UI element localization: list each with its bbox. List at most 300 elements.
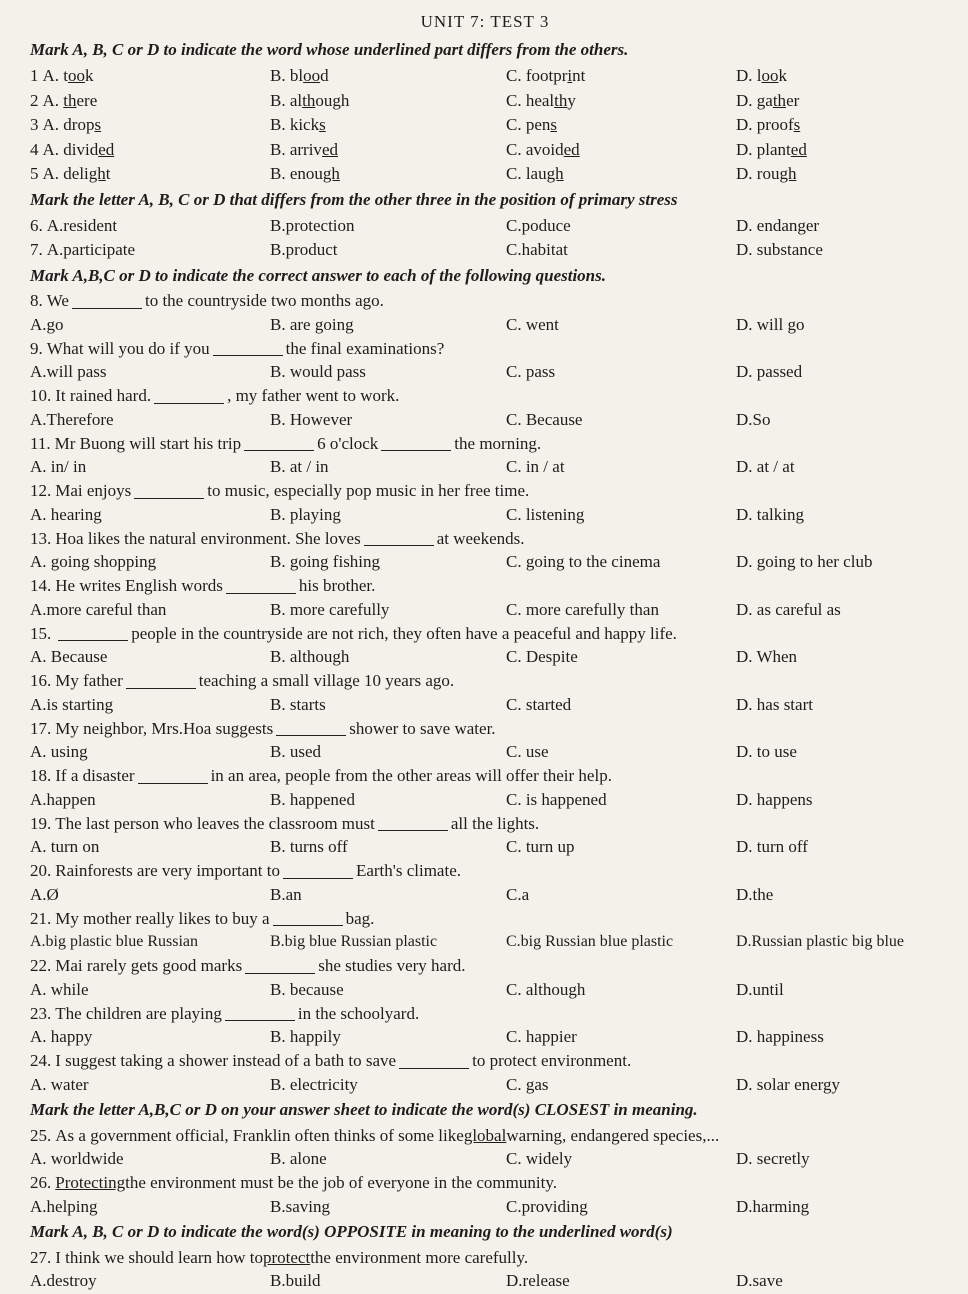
option-d [736, 240, 940, 260]
answer-blank [138, 769, 208, 784]
answer-blank [213, 341, 283, 356]
underlined-part: ed [98, 139, 115, 159]
option-c [506, 164, 736, 184]
option-b: B. playing [270, 504, 341, 524]
question-number: 5 [30, 164, 39, 184]
option-a: A. hearing [30, 504, 102, 524]
question-number: 8. [30, 291, 43, 310]
option-c: C.big Russian blue plastic [506, 933, 674, 951]
question-stem [30, 765, 940, 788]
option-a: A.Therefore [30, 409, 114, 429]
option-d: D.Russian plastic big blue [736, 933, 904, 951]
option-text: A. drop [42, 115, 95, 135]
option-b: B.build [270, 1271, 321, 1291]
underlined-part: ed [790, 139, 807, 159]
option-row [30, 408, 940, 433]
stem-text-end: she studies very hard. [318, 956, 466, 975]
option-text: D. endanger [736, 215, 820, 235]
option-c: C. pass [506, 362, 556, 382]
option-b: B. although [270, 647, 350, 667]
option-b: B. happily [270, 1027, 341, 1047]
question-stem [30, 717, 940, 740]
option-b: B. starts [270, 694, 326, 714]
option-d: D. going to her club [736, 552, 873, 572]
closest-meaning-questions [30, 1124, 940, 1219]
stem-text-end: his brother. [298, 576, 376, 595]
question-number: 27. [30, 1247, 52, 1267]
option-row [30, 693, 940, 718]
option-b: B.an [270, 884, 302, 904]
option-c: C. turn up [506, 837, 575, 857]
option-b [270, 91, 506, 111]
option-text: B.protection [270, 215, 355, 235]
option-row [30, 788, 940, 813]
option-text: B. kick [270, 115, 320, 135]
option-b: B. alone [270, 1149, 327, 1169]
option-text: C. footpr [506, 66, 568, 86]
question-row [30, 89, 940, 114]
option-d: D. When [736, 647, 798, 667]
question-number: 19. [30, 813, 52, 833]
stem-text-end: the environment must be the job of everyone in the community. [125, 1173, 557, 1192]
option-text: D. proof [736, 115, 794, 135]
option-a [30, 216, 270, 236]
underlined-part: th [302, 90, 316, 110]
question-stem [30, 907, 940, 930]
option-d [736, 140, 940, 160]
option-row [30, 550, 940, 575]
option-text-rest: t [105, 164, 111, 184]
stem-text-end: , my father went to work. [227, 386, 400, 405]
stress-questions [30, 214, 940, 263]
question-stem [30, 385, 940, 408]
question-stem [30, 527, 940, 550]
question-stem [30, 337, 940, 360]
question-stem [30, 1002, 940, 1025]
stem-text-end: shower to save water. [349, 718, 496, 738]
answer-blank [273, 911, 343, 926]
question-row [30, 162, 940, 187]
option-c: C. happier [506, 1027, 577, 1047]
underlined-part: ed [563, 139, 580, 159]
question-row [30, 64, 940, 89]
stem-text: My neighbor, Mrs.Hoa suggests [55, 718, 274, 738]
stem-text-mid: 6 o'clock [317, 433, 379, 453]
option-b: B. more carefully [270, 599, 390, 619]
question-number: 15. [30, 623, 52, 643]
stem-text: I think we should learn how to [55, 1247, 263, 1267]
option-d: D. will go [736, 314, 805, 334]
answer-blank [276, 721, 346, 736]
option-d: D.harming [736, 1196, 810, 1216]
option-a: A.big plastic blue Russian [30, 933, 198, 951]
option-row [30, 1073, 940, 1098]
option-text-rest: ere [76, 90, 98, 110]
option-row [30, 455, 940, 480]
option-text: B. arriv [270, 139, 322, 159]
option-text: B. enou [270, 164, 323, 184]
option-c: C. Despite [506, 647, 578, 667]
answer-blank [245, 959, 315, 974]
section-stress-instruction: Mark the letter A, B, C or D that differs from the other three in the position of primary stress [30, 189, 678, 209]
question-number: 7. [30, 240, 43, 260]
option-text: C. avoid [506, 139, 564, 159]
answer-blank [226, 579, 296, 594]
stem-text: As a government official, Franklin often thinks of some like [55, 1125, 464, 1145]
stem-text: If a disaster [55, 766, 135, 785]
option-c [506, 115, 736, 135]
pronunciation-questions [30, 64, 940, 187]
question-number: 10. [30, 386, 52, 405]
option-text-rest: k [85, 66, 94, 86]
underlined-part: s [94, 115, 102, 135]
question-stem [30, 812, 940, 835]
stem-text: Mai enjoys [55, 481, 132, 500]
stem-text-end: Earth's climate. [355, 861, 461, 880]
question-row [30, 214, 940, 239]
option-c [506, 240, 736, 260]
stem-text: I suggest taking a shower instead of a bath to save [55, 1051, 397, 1070]
option-a [30, 115, 270, 135]
option-row [30, 978, 940, 1003]
option-c: C. listening [506, 504, 585, 524]
underlined-word: global [463, 1125, 507, 1145]
option-b: B. turns off [270, 837, 348, 857]
question-stem [30, 480, 940, 503]
stem-text: Rainforests are very important to [55, 861, 280, 880]
stem-text-end: warning, endangered species,... [506, 1125, 720, 1145]
option-a: A.helping [30, 1196, 98, 1216]
question-number: 22. [30, 956, 52, 975]
stem-text-end: teaching a small village 10 years ago. [198, 671, 455, 690]
question-stem [30, 1050, 940, 1073]
question-number: 4 [30, 139, 39, 159]
underlined-part: gh [322, 164, 340, 184]
option-a [30, 240, 270, 260]
option-text: A. divid [42, 139, 99, 159]
question-number: 13. [30, 528, 52, 548]
option-a [30, 91, 270, 111]
underlined-part: th [554, 90, 568, 110]
option-c: C. Because [506, 409, 583, 429]
option-b: B. are going [270, 314, 354, 334]
answer-blank [58, 626, 128, 641]
option-text: B. al [270, 90, 303, 110]
answer-blank [72, 294, 142, 309]
option-b [270, 240, 506, 260]
question-number: 9. [30, 338, 43, 358]
stem-text-end: all the lights. [450, 813, 540, 833]
stem-text: He writes English words [55, 576, 223, 595]
stem-text-end: to music, especially pop music in her free time. [207, 481, 530, 500]
underlined-part: oo [761, 66, 779, 86]
underlined-part: i [567, 66, 573, 86]
question-number: 3 [30, 115, 39, 135]
option-d: D.until [736, 979, 784, 999]
option-d [736, 115, 940, 135]
test-title: UNIT 7: TEST 3 [420, 12, 550, 31]
option-a: A. going shopping [30, 552, 157, 572]
question-number: 11. [30, 433, 51, 453]
question-row [30, 113, 940, 138]
option-text: D. substance [736, 240, 823, 260]
option-d [736, 91, 940, 111]
option-a: A.will pass [30, 362, 107, 382]
stem-text-end: at weekends. [436, 528, 525, 548]
option-d: D. at / at [736, 457, 795, 477]
stem-text: What will you do if you [46, 338, 210, 358]
option-a [30, 140, 270, 160]
option-d: D. turn off [736, 837, 808, 857]
underlined-part: ed [321, 139, 338, 159]
stem-text-end: the environment more carefully. [310, 1247, 529, 1267]
stem-text: Hoa likes the natural environment. She loves [55, 528, 361, 548]
option-text: A. [42, 90, 64, 110]
option-d: D. as careful as [736, 599, 841, 619]
option-c [506, 91, 736, 111]
question-stem [30, 575, 940, 598]
option-d [736, 66, 940, 86]
option-c: C. gas [506, 1074, 549, 1094]
question-stem [30, 1246, 940, 1269]
option-text-rest: k [778, 66, 787, 86]
answer-blank [126, 674, 196, 689]
underlined-part: th [63, 90, 77, 110]
stem-text: My mother really likes to buy a [55, 908, 270, 928]
option-c: C. use [506, 742, 549, 762]
underlined-part: s [319, 115, 326, 135]
option-c: C. in / at [506, 457, 565, 477]
option-a: A. worldwide [30, 1149, 124, 1169]
option-row [30, 930, 940, 955]
option-d: D. to use [736, 742, 797, 762]
option-c: C. widely [506, 1149, 573, 1169]
question-stem [30, 1172, 940, 1195]
option-d: D. happens [736, 789, 813, 809]
option-row [30, 598, 940, 623]
stem-text-end: the final examinations? [285, 338, 445, 358]
underlined-word: protect [263, 1247, 311, 1267]
option-c [506, 216, 736, 236]
option-row [30, 503, 940, 528]
option-text: A.participate [46, 240, 136, 260]
stem-text: It rained hard. [55, 386, 152, 405]
option-a: A. water [30, 1074, 89, 1094]
option-row [30, 835, 940, 860]
question-number: 14. [30, 576, 52, 595]
answer-blank [283, 864, 353, 879]
question-stem [30, 955, 940, 978]
underlined-part: gh [779, 164, 797, 184]
option-d: D. secretly [736, 1149, 810, 1169]
option-c: C.providing [506, 1196, 588, 1216]
option-b: B. at / in [270, 457, 329, 477]
option-c: C. although [506, 979, 586, 999]
answer-blank [399, 1054, 469, 1069]
option-text-rest: er [786, 90, 800, 110]
question-stem [30, 670, 940, 693]
option-a [30, 164, 270, 184]
option-text: A. deli [42, 164, 89, 184]
option-d [736, 216, 940, 236]
option-row [30, 883, 940, 908]
answer-blank [381, 436, 451, 451]
answer-blank [154, 389, 224, 404]
option-text-rest: nt [572, 66, 586, 86]
option-text: A.resident [46, 215, 118, 235]
option-c: D.release [506, 1271, 570, 1291]
option-row [30, 1025, 940, 1050]
section-grammar-instruction: Mark A,B,C or D to indicate the correct answer to each of the following questions. [30, 265, 606, 285]
underlined-part: gh [546, 164, 564, 184]
option-b [270, 115, 506, 135]
question-number: 6. [30, 215, 43, 235]
option-b [270, 216, 506, 236]
option-b: B. used [270, 742, 321, 762]
stem-text: Mr Buong will start his trip [54, 433, 242, 453]
option-a: A. in/ in [30, 457, 87, 477]
option-a: A. while [30, 979, 89, 999]
question-number: 20. [30, 861, 52, 880]
question-number: 17. [30, 718, 52, 738]
section-closest-instruction: Mark the letter A,B,C or D on your answer sheet to indicate the word(s) CLOSEST in meaning. [30, 1100, 698, 1119]
option-a: A.more careful than [30, 599, 167, 619]
option-a: A.go [30, 314, 64, 334]
question-number: 21. [30, 908, 52, 928]
question-number: 12. [30, 481, 52, 500]
question-number: 18. [30, 766, 52, 785]
option-d: D. passed [736, 362, 803, 382]
grammar-questions [30, 290, 940, 1098]
option-a: A.Ø [30, 884, 59, 904]
underlined-part: oo [68, 66, 85, 86]
question-number: 25. [30, 1125, 52, 1145]
option-row [30, 1147, 940, 1172]
stem-text: The last person who leaves the classroom must [55, 813, 375, 833]
option-b: B. would pass [270, 362, 366, 382]
option-b: B. happened [270, 789, 355, 809]
option-b: B. going fishing [270, 552, 381, 572]
opposite-meaning-questions [30, 1246, 940, 1294]
option-b [270, 140, 506, 160]
answer-blank [378, 816, 448, 831]
underlined-part: s [550, 115, 558, 135]
option-a: A.destroy [30, 1271, 97, 1291]
option-b [270, 66, 506, 86]
question-number: 24. [30, 1051, 52, 1070]
option-c [506, 140, 736, 160]
stem-text-end: in an area, people from the other areas will offer their help. [210, 766, 612, 785]
section-opposite-instruction: Mark A, B, C or D to indicate the word(s) OPPOSITE in meaning to the underlined word(s) [30, 1222, 673, 1241]
option-d: D.save [736, 1271, 783, 1291]
question-row [30, 138, 940, 163]
option-b: B. because [270, 979, 344, 999]
stem-text-end: to protect environment. [472, 1051, 632, 1070]
option-c: C.a [506, 884, 530, 904]
stem-text-end: the morning. [454, 433, 542, 453]
underlined-word: Protecting [55, 1173, 126, 1192]
option-b [270, 164, 506, 184]
option-c: C. is happened [506, 789, 607, 809]
option-text: C. lau [506, 164, 547, 184]
underlined-part: gh [88, 164, 106, 184]
question-stem [30, 1124, 940, 1147]
option-text: D. plant [736, 139, 791, 159]
answer-blank [244, 436, 314, 451]
option-a: A. turn on [30, 837, 100, 857]
question-number: 1 [30, 66, 39, 86]
option-row [30, 1195, 940, 1220]
option-c: C. going to the cinema [506, 552, 661, 572]
option-d: D.So [736, 409, 771, 429]
stem-text: The children are playing [55, 1003, 222, 1023]
stem-text: We [46, 291, 69, 310]
option-row [30, 645, 940, 670]
option-d: D. has start [736, 694, 813, 714]
question-row [30, 238, 940, 263]
question-number: 26. [30, 1173, 52, 1192]
question-stem [30, 860, 940, 883]
stem-text-end: in the schoolyard. [297, 1003, 420, 1023]
option-a: A.is starting [30, 694, 114, 714]
question-number: 16. [30, 671, 52, 690]
option-b: B.big blue Russian plastic [270, 933, 438, 951]
option-c: C. started [506, 694, 572, 714]
underlined-part: s [793, 115, 801, 135]
option-a: A. using [30, 742, 88, 762]
option-row [30, 313, 940, 338]
option-text: D. l [736, 66, 762, 86]
option-text: C.poduce [506, 215, 571, 235]
option-d: D. solar energy [736, 1074, 841, 1094]
option-text: C.habitat [506, 240, 568, 260]
option-b: B. However [270, 409, 353, 429]
option-text: C. pen [506, 115, 551, 135]
option-d: D.the [736, 884, 774, 904]
answer-blank [225, 1006, 295, 1021]
underlined-part: oo [303, 66, 321, 86]
underlined-part: th [772, 90, 787, 110]
option-d [736, 164, 940, 184]
option-c: C. more carefully than [506, 599, 659, 619]
option-text-rest: y [567, 90, 576, 110]
option-row [30, 740, 940, 765]
question-number: 23. [30, 1003, 52, 1023]
option-text: D. rou [736, 164, 780, 184]
stem-text-end: to the countryside two months ago. [144, 291, 384, 310]
answer-blank [134, 484, 204, 499]
option-b: B. electricity [270, 1074, 358, 1094]
stem-text: Mai rarely gets good marks [55, 956, 243, 975]
section-pronunciation-instruction: Mark A, B, C or D to indicate the word whose underlined part differs from the others. [30, 40, 629, 59]
option-text: C. heal [506, 90, 555, 110]
option-text: B. bl [270, 66, 304, 86]
option-a [30, 66, 270, 86]
option-text: B.product [270, 240, 338, 260]
option-a: A. Because [30, 647, 108, 667]
question-stem [30, 290, 940, 313]
option-a: A. happy [30, 1027, 93, 1047]
option-row [30, 360, 940, 385]
question-stem [30, 622, 940, 645]
stem-text: My father [55, 671, 123, 690]
option-text-rest: ough [315, 90, 350, 110]
option-c: C. went [506, 314, 559, 334]
option-text: A. t [42, 66, 68, 86]
answer-blank [364, 531, 434, 546]
option-text: D. ga [736, 90, 773, 110]
option-a: A.happen [30, 789, 96, 809]
